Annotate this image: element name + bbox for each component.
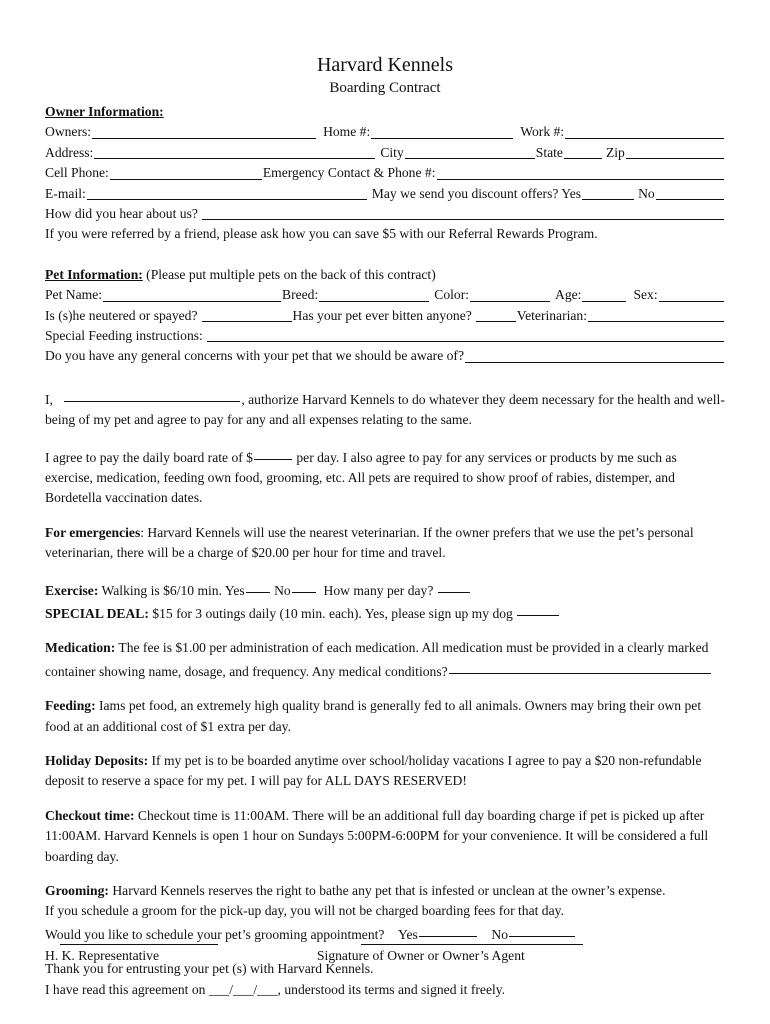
cell-phone-field[interactable] [110,165,262,180]
concerns-field[interactable] [465,348,724,363]
owner-signature-label: Signature of Owner or Owner’s Agent [317,948,525,963]
address-row [45,143,725,163]
page-title: Harvard Kennels [316,54,454,76]
medication-paragraph [45,638,725,682]
emergency-contact-field[interactable] [437,165,725,180]
authorize-pre: I, [45,391,53,407]
grooming-line-3: Would you like to schedule your pet’s grooming appointment? [45,926,385,942]
grooming-label: Grooming: [45,883,109,899]
cell-row [45,163,725,183]
emergencies-text: : Harvard Kennels will use the nearest veterinarian. If the owner prefers that we use the pet’s personal veterinarian, there will be a charge of $20.00 per hour for time and travel. [45,524,694,561]
owner-signature-line[interactable] [361,930,583,945]
pet-heading-row [45,265,725,285]
emergency-contact-label: Emergency Contact & Phone #: [262,165,436,181]
sex-label: Sex: [633,287,658,303]
checkout-text: Checkout time is 11:00AM. There will be an additional full day boarding charge if pet is picked up after 11:00AM. Harvard Kennels is open 1 hour on Sundays 5:00PM-6:00PM for your convenience. It will be considered a full boarding day. [45,807,709,864]
exercise-how-many-label: How many per day? [323,582,434,598]
veterinarian-field[interactable] [588,307,724,322]
city-field[interactable] [405,144,535,159]
address-label: Address: [45,144,94,160]
special-deal-field[interactable] [517,601,559,616]
rate-paragraph [45,445,725,509]
grooming-text: Harvard Kennels reserves the right to bathe any pet that is infested or unclean at the owner’s expense. [108,883,666,899]
checkout-label: Checkout time: [45,807,135,823]
daily-rate-field[interactable] [254,445,292,460]
exercise-label: Exercise: [45,582,99,598]
special-feeding-field[interactable] [207,327,724,342]
pet-info-note: (Please put multiple pets on the back of this contract) [142,266,436,282]
authorize-post: , authorize Harvard Kennels to do whatever they deem necessary for the health and well-being of my pet and agree to pay for any and all expenses relating to the same. [45,391,725,428]
agreement-date-field[interactable]: ___/___/___ [208,981,278,997]
exercise-paragraph [45,578,725,625]
home-phone-field[interactable] [371,124,513,139]
color-field[interactable] [470,287,550,302]
email-field[interactable] [87,185,367,200]
authorize-name-field[interactable] [64,387,240,402]
special-deal-text: $15 for 3 outings daily (10 min. each). Yes, please sign up my dog [148,605,513,621]
state-field[interactable] [564,144,602,159]
agreement-pre: I have read this agreement on [45,981,209,997]
holiday-label: Holiday Deposits: [45,752,149,768]
work-phone-label: Work #: [520,124,565,140]
representative-signature-line[interactable] [60,930,218,945]
neutered-label: Is (s)he neutered or spayed? [45,307,198,323]
email-row [45,184,725,204]
grooming-no-label: No [491,926,509,942]
contract-page [45,52,725,1000]
owners-label: Owners: [45,124,92,140]
exercise-no-label: No [274,582,291,598]
representative-label: H. K. Representative [45,948,160,963]
concerns-row [45,346,725,366]
medication-label: Medication: [45,640,116,656]
feeding-paragraph [45,696,725,737]
discount-no-field[interactable] [656,185,724,200]
exercise-how-many-field[interactable] [438,578,470,593]
bitten-field[interactable] [476,307,516,322]
feeding-row [45,326,725,346]
bitten-label: Has your pet ever bitten anyone? [292,307,472,323]
agreement-post: , understood its terms and signed it freely. [277,981,506,997]
thanks-line: Thank you for entrusting your pet (s) with Harvard Kennels. [45,961,374,977]
color-label: Color: [434,287,470,303]
pet-name-label: Pet Name: [45,287,103,303]
neutered-row [45,306,725,326]
medical-conditions-field[interactable] [449,659,711,674]
emergencies-label: For emergencies [45,524,141,540]
hear-about-field[interactable] [202,205,724,220]
email-label: E-mail: [45,185,86,201]
exercise-text-1: Walking is $6/10 min. Yes [98,582,245,598]
hear-row [45,204,725,224]
owner-heading-row [45,102,725,122]
zip-field[interactable] [626,144,724,159]
breed-label: Breed: [282,287,319,303]
sex-field[interactable] [659,287,724,302]
neutered-field[interactable] [202,307,292,322]
feeding-label: Feeding: [45,698,96,714]
special-feeding-label: Special Feeding instructions: [45,327,203,343]
rate-pre: I agree to pay the daily board rate of $ [45,449,253,465]
breed-field[interactable] [319,287,429,302]
grooming-line-2: If you schedule a groom for the pick-up day, you will not be charged boarding fees for that day. [45,903,564,919]
veterinarian-label: Veterinarian: [516,307,587,323]
age-field[interactable] [582,287,626,302]
exercise-yes-field[interactable] [246,578,270,593]
special-deal-label: SPECIAL DEAL: [45,605,149,621]
address-field[interactable] [94,144,375,159]
referral-note: If you were referred by a friend, please ask how you can save $5 with our Referral Rewards Program. [45,226,598,242]
holiday-text: If my pet is to be boarded anytime over school/holiday vacations I agree to pay a $20 non-refundable deposit to reserve a space for my pet. I will pay for ALL DAYS RESERVED! [45,752,702,789]
cell-phone-label: Cell Phone: [45,165,109,181]
exercise-no-field[interactable] [292,578,316,593]
grooming-yes-label: Yes [398,926,418,942]
holiday-paragraph [45,751,725,792]
concerns-label: Do you have any general concerns with your pet that we should be aware of? [45,348,464,364]
medication-text: The fee is $1.00 per administration of each medication. All medication must be provided in a clearly marked container showing name, dosage, and frequency. Any medical conditions? [45,640,709,679]
pet-name-field[interactable] [103,287,281,302]
authorization-paragraph [45,387,725,431]
work-phone-field[interactable] [565,124,724,139]
state-label: State [535,144,563,160]
rate-post: per day. I also agree to pay for any services or products by me such as exercise, medication, feeding own food, grooming, etc. All pets are required to show proof of rabies, distemper, and Bordetella vaccination dates. [45,449,677,506]
pet-name-row [45,285,725,305]
owners-row [45,122,725,142]
home-phone-label: Home #: [323,124,371,140]
emergencies-paragraph [45,523,725,564]
checkout-paragraph [45,806,725,867]
age-label: Age: [555,287,582,303]
city-label: City [380,144,404,160]
discount-yes-field[interactable] [582,185,634,200]
owners-field[interactable] [92,124,316,139]
owner-info-heading: Owner Information: [45,103,164,119]
zip-label: Zip [605,144,625,160]
feeding-text: Iams pet food, an extremely high quality brand is generally fed to all animals. Owners may bring their own pet food at an additional cost of $1 extra per day. [45,698,702,734]
pet-info-heading: Pet Information: [45,266,143,282]
agreement-line [45,980,725,1000]
page-subtitle: Boarding Contract [329,80,441,96]
hear-about-label: How did you hear about us? [45,205,198,221]
discount-no-label: No [638,185,655,201]
discount-offers-label: May we send you discount offers? Yes [371,185,582,201]
